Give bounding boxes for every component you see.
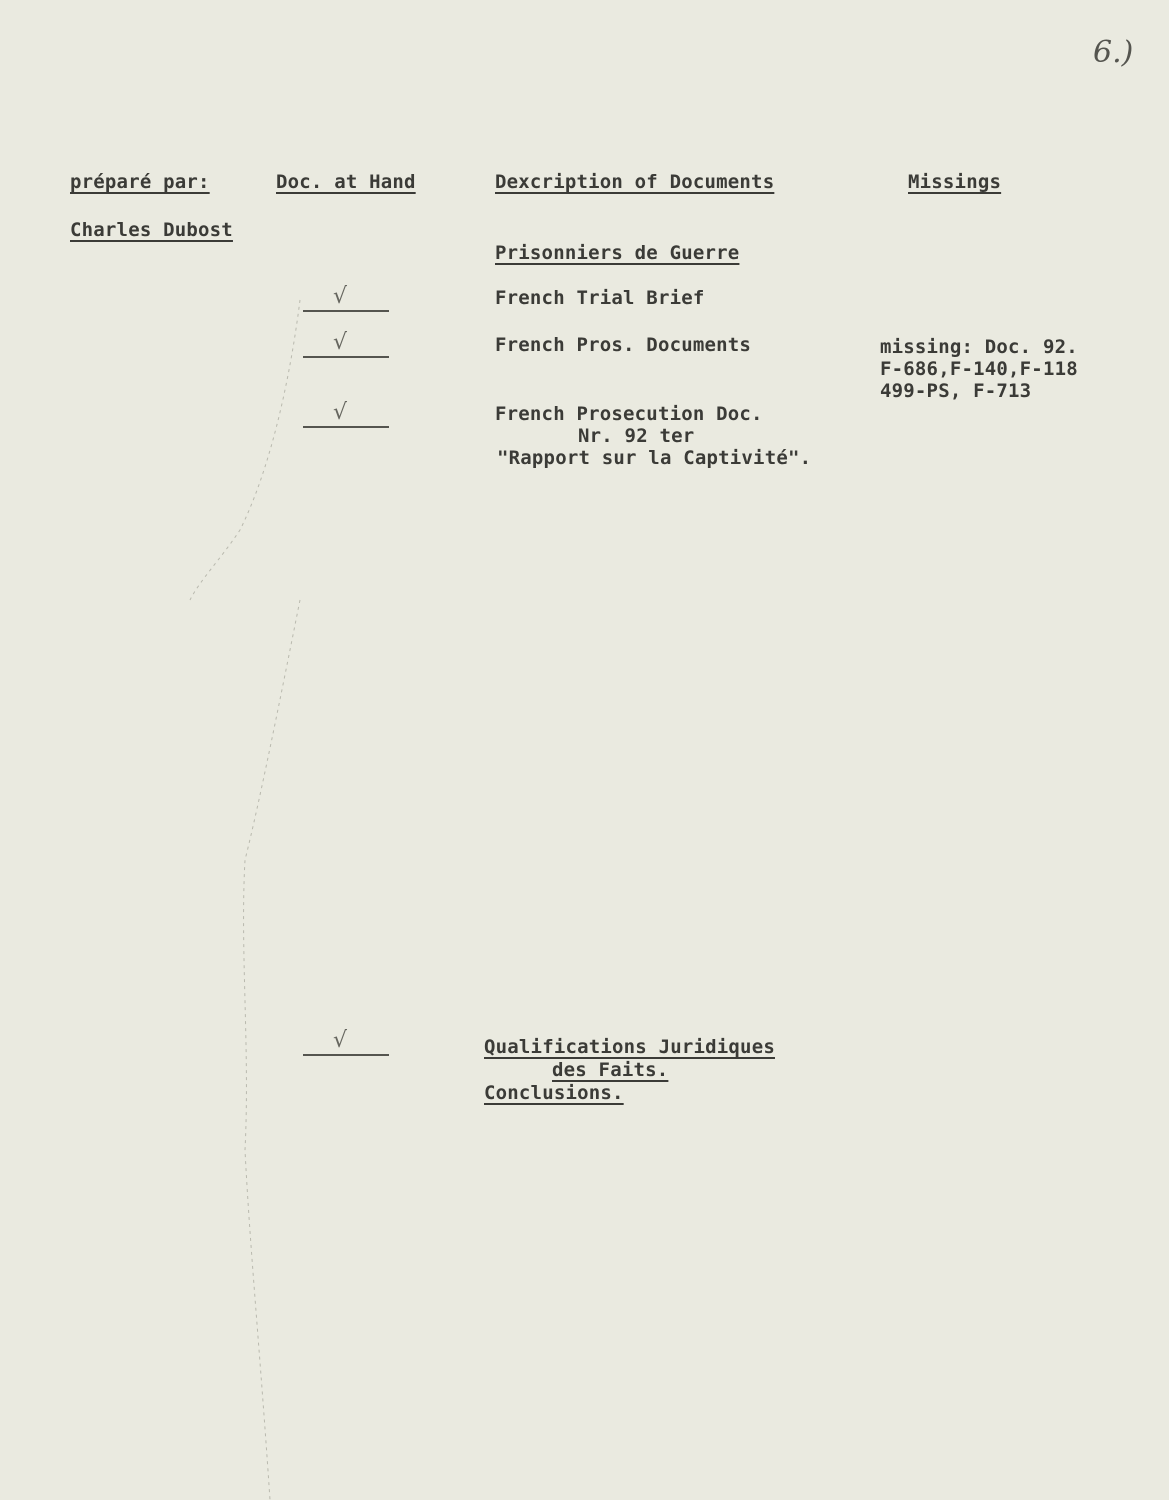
missing-line-2: F-686,F-140,F-118	[880, 358, 1078, 380]
check-mark-item-3	[303, 400, 389, 428]
page-number: 6.)	[1093, 35, 1134, 70]
header-missings: Missings	[908, 171, 1002, 193]
item-3-description-line-3: "Rapport sur la Captivité".	[497, 447, 812, 469]
item-3-description-line-1: French Prosecution Doc.	[495, 403, 763, 425]
header-doc-at-hand: Doc. at Hand	[276, 171, 416, 193]
check-mark-item-2	[303, 330, 389, 358]
check-icon: √	[333, 330, 348, 355]
check-icon: √	[333, 284, 348, 309]
check-mark-conclusion	[303, 1028, 389, 1056]
section-title: Prisonniers de Guerre	[495, 242, 740, 264]
item-3-description-line-2: Nr. 92 ter	[578, 425, 695, 447]
header-description: Dexcription of Documents	[495, 171, 775, 193]
missing-line-3: 499-PS, F-713	[880, 380, 1032, 402]
conclusion-line-3: Conclusions.	[484, 1082, 624, 1104]
item-2-description: French Pros. Documents	[495, 334, 752, 356]
conclusion-line-1: Qualifications Juridiques	[484, 1036, 775, 1058]
item-1-description: French Trial Brief	[495, 287, 705, 309]
preparer-name: Charles Dubost	[70, 219, 233, 241]
header-prepared-by: préparé par:	[70, 171, 210, 193]
missing-line-1: missing: Doc. 92.	[880, 336, 1078, 358]
check-mark-item-1	[303, 284, 389, 312]
check-icon: √	[333, 400, 348, 425]
conclusion-line-2: des Faits.	[552, 1059, 669, 1081]
check-icon: √	[333, 1028, 348, 1053]
